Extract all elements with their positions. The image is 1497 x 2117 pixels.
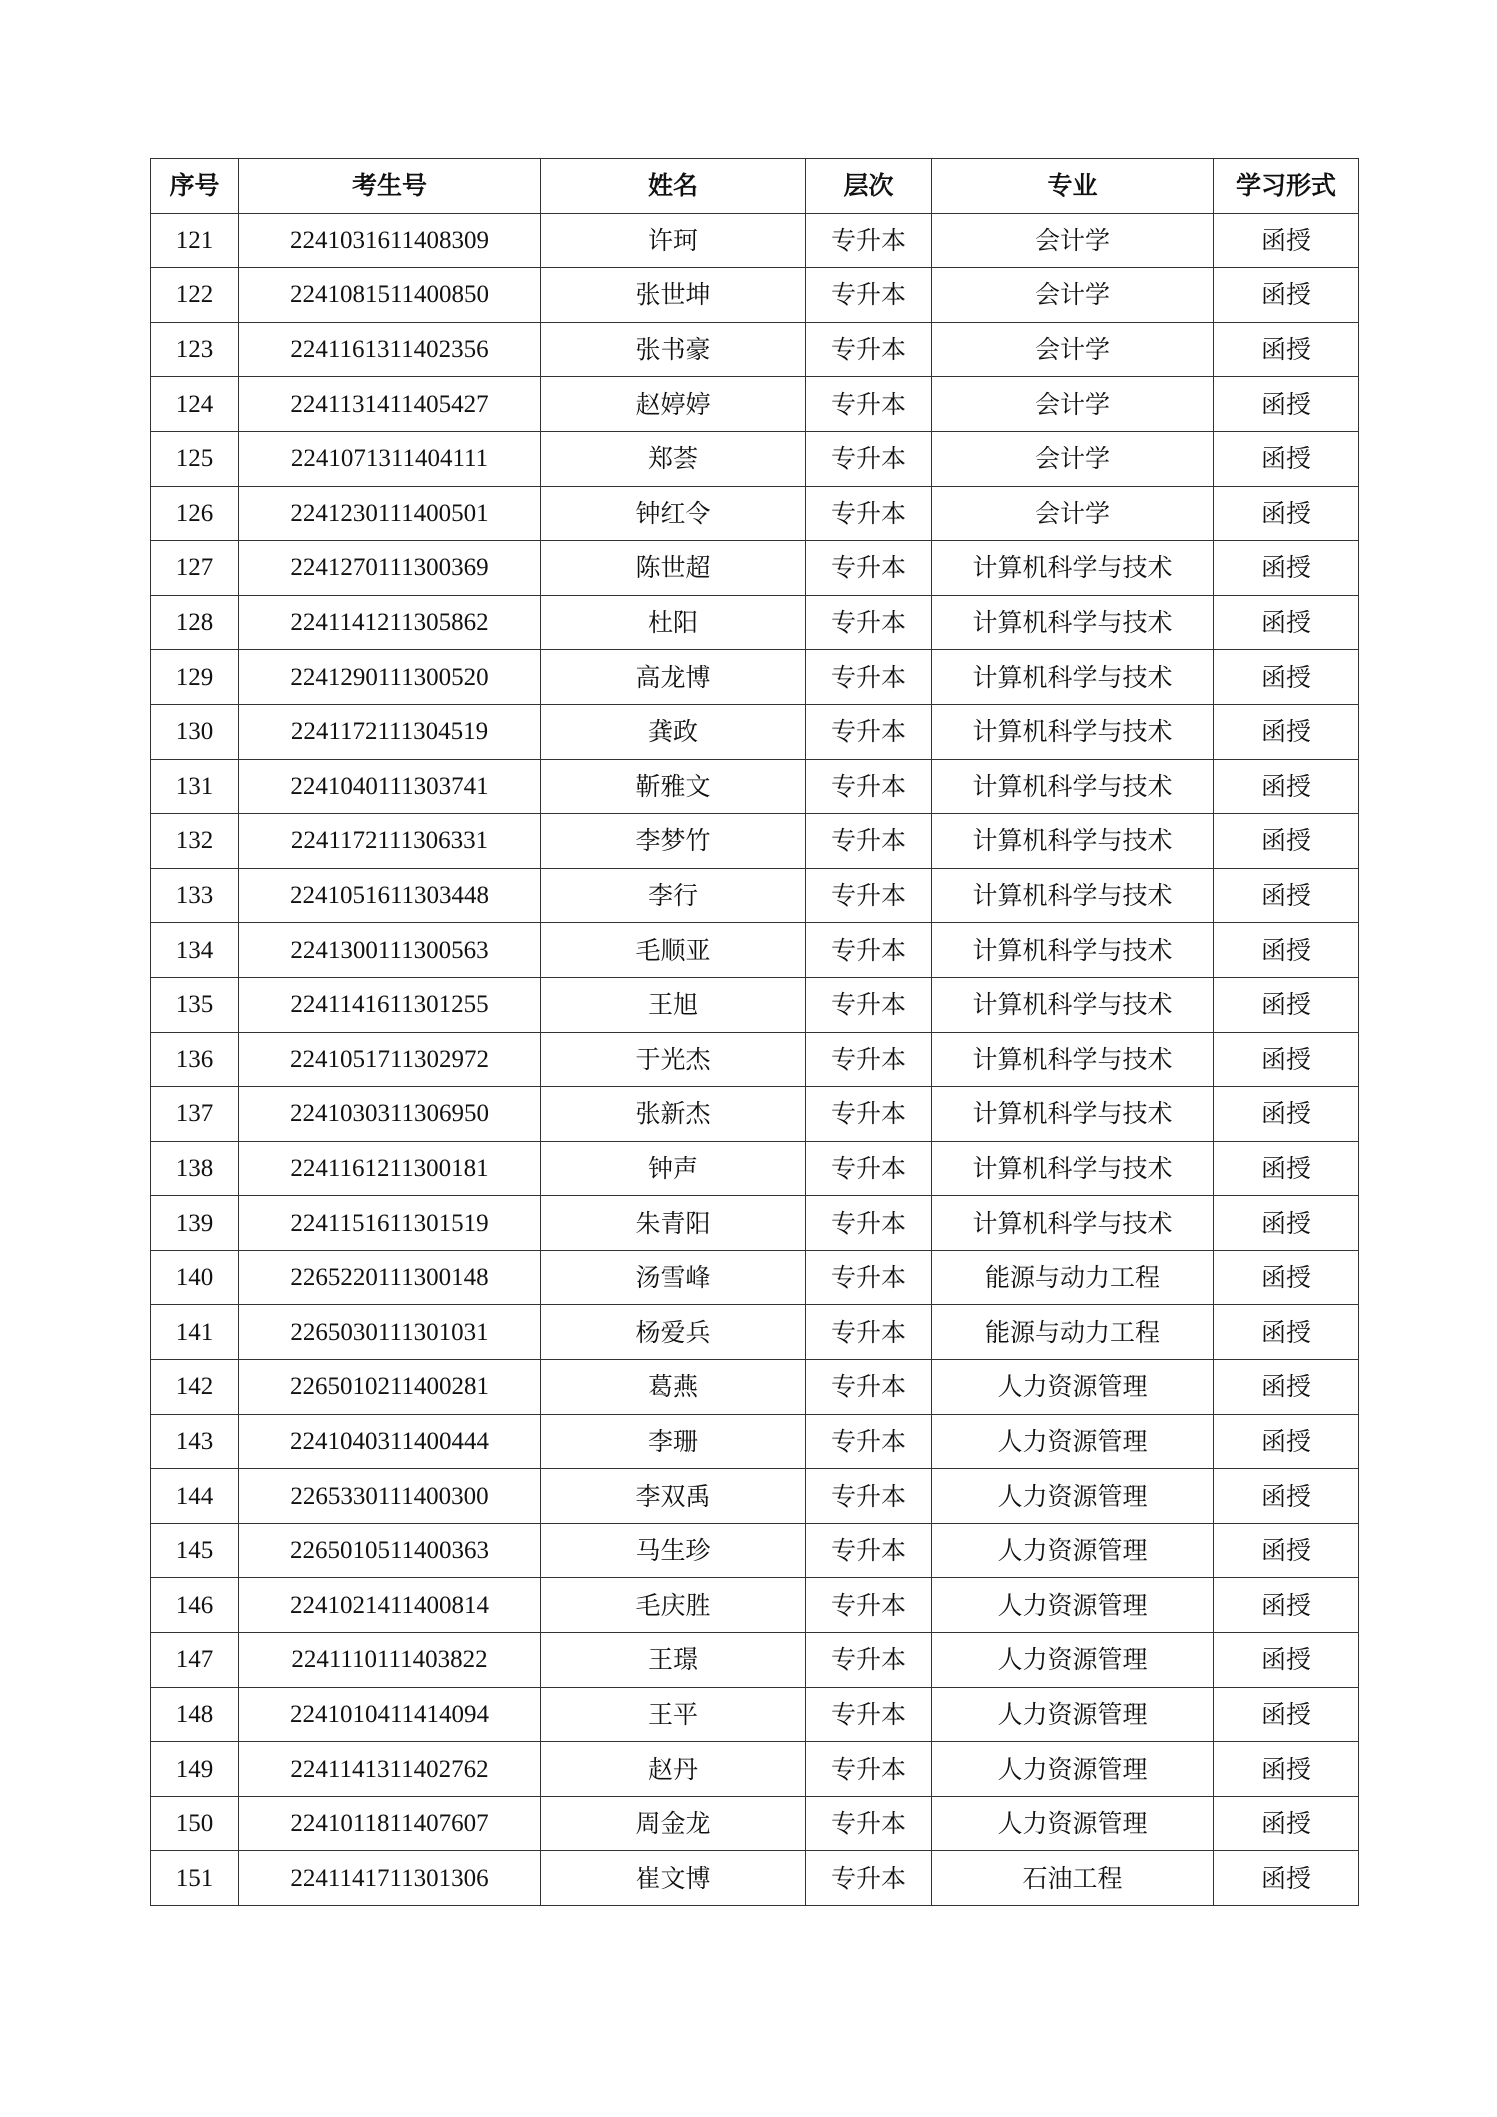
cell-index: 142 <box>151 1360 239 1415</box>
cell-study-mode: 函授 <box>1214 923 1359 978</box>
cell-study-mode: 函授 <box>1214 1851 1359 1906</box>
header-row <box>151 159 1359 214</box>
cell-exam-number: 2241151611301519 <box>239 1196 541 1251</box>
table-row <box>151 1141 1359 1196</box>
cell-study-mode: 函授 <box>1214 213 1359 268</box>
cell-level: 专升本 <box>806 213 932 268</box>
cell-major: 计算机科学与技术 <box>932 541 1214 596</box>
cell-exam-number: 2265010511400363 <box>239 1523 541 1578</box>
cell-study-mode: 函授 <box>1214 868 1359 923</box>
cell-name: 张新杰 <box>541 1087 806 1142</box>
document-page <box>150 158 1358 1906</box>
cell-index: 131 <box>151 759 239 814</box>
cell-major: 人力资源管理 <box>932 1469 1214 1524</box>
cell-name: 毛顺亚 <box>541 923 806 978</box>
cell-index: 137 <box>151 1087 239 1142</box>
cell-exam-number: 2241270111300369 <box>239 541 541 596</box>
table-row <box>151 1032 1359 1087</box>
cell-exam-number: 2241081511400850 <box>239 268 541 323</box>
cell-major: 能源与动力工程 <box>932 1305 1214 1360</box>
table-row <box>151 1196 1359 1251</box>
cell-level: 专升本 <box>806 923 932 978</box>
table-row <box>151 377 1359 432</box>
cell-name: 周金龙 <box>541 1796 806 1851</box>
cell-major: 计算机科学与技术 <box>932 1141 1214 1196</box>
cell-level: 专升本 <box>806 1578 932 1633</box>
table-row <box>151 1414 1359 1469</box>
cell-index: 150 <box>151 1796 239 1851</box>
cell-study-mode: 函授 <box>1214 1414 1359 1469</box>
table-row <box>151 1851 1359 1906</box>
cell-level: 专升本 <box>806 1032 932 1087</box>
table-body <box>151 213 1359 1905</box>
cell-index: 139 <box>151 1196 239 1251</box>
cell-study-mode: 函授 <box>1214 1796 1359 1851</box>
cell-study-mode: 函授 <box>1214 595 1359 650</box>
cell-major: 人力资源管理 <box>932 1523 1214 1578</box>
cell-level: 专升本 <box>806 1360 932 1415</box>
cell-exam-number: 2241011811407607 <box>239 1796 541 1851</box>
cell-level: 专升本 <box>806 541 932 596</box>
cell-study-mode: 函授 <box>1214 431 1359 486</box>
cell-name: 葛燕 <box>541 1360 806 1415</box>
table-header <box>151 159 1359 214</box>
cell-exam-number: 2241040311400444 <box>239 1414 541 1469</box>
cell-index: 128 <box>151 595 239 650</box>
cell-name: 许珂 <box>541 213 806 268</box>
table-row <box>151 814 1359 869</box>
cell-exam-number: 2241141311402762 <box>239 1742 541 1797</box>
cell-study-mode: 函授 <box>1214 1523 1359 1578</box>
cell-name: 王旭 <box>541 977 806 1032</box>
cell-level: 专升本 <box>806 1796 932 1851</box>
cell-name: 赵丹 <box>541 1742 806 1797</box>
table-row <box>151 868 1359 923</box>
cell-major: 计算机科学与技术 <box>932 923 1214 978</box>
cell-study-mode: 函授 <box>1214 1305 1359 1360</box>
cell-exam-number: 2265010211400281 <box>239 1360 541 1415</box>
cell-level: 专升本 <box>806 595 932 650</box>
cell-index: 145 <box>151 1523 239 1578</box>
cell-name: 杜阳 <box>541 595 806 650</box>
cell-level: 专升本 <box>806 759 932 814</box>
cell-name: 张书豪 <box>541 322 806 377</box>
cell-major: 计算机科学与技术 <box>932 1032 1214 1087</box>
cell-index: 130 <box>151 704 239 759</box>
cell-study-mode: 函授 <box>1214 377 1359 432</box>
header-index: 序号 <box>151 159 239 214</box>
cell-study-mode: 函授 <box>1214 1633 1359 1688</box>
table-row <box>151 1578 1359 1633</box>
cell-study-mode: 函授 <box>1214 814 1359 869</box>
cell-exam-number: 2241110111403822 <box>239 1633 541 1688</box>
table-row <box>151 977 1359 1032</box>
header-exam-number: 考生号 <box>239 159 541 214</box>
cell-index: 132 <box>151 814 239 869</box>
cell-index: 143 <box>151 1414 239 1469</box>
cell-index: 123 <box>151 322 239 377</box>
table-row <box>151 541 1359 596</box>
cell-exam-number: 2265220111300148 <box>239 1250 541 1305</box>
cell-name: 王璟 <box>541 1633 806 1688</box>
cell-exam-number: 2241010411414094 <box>239 1687 541 1742</box>
cell-major: 人力资源管理 <box>932 1742 1214 1797</box>
cell-level: 专升本 <box>806 1250 932 1305</box>
table-row <box>151 1633 1359 1688</box>
cell-exam-number: 2241230111400501 <box>239 486 541 541</box>
cell-index: 135 <box>151 977 239 1032</box>
cell-name: 龚政 <box>541 704 806 759</box>
table-row <box>151 759 1359 814</box>
table-row <box>151 1742 1359 1797</box>
cell-exam-number: 2241031611408309 <box>239 213 541 268</box>
cell-index: 127 <box>151 541 239 596</box>
cell-major: 计算机科学与技术 <box>932 650 1214 705</box>
cell-major: 计算机科学与技术 <box>932 1087 1214 1142</box>
table-row <box>151 1523 1359 1578</box>
cell-study-mode: 函授 <box>1214 1469 1359 1524</box>
cell-name: 陈世超 <box>541 541 806 596</box>
table-row <box>151 322 1359 377</box>
cell-index: 125 <box>151 431 239 486</box>
cell-major: 会计学 <box>932 377 1214 432</box>
cell-major: 会计学 <box>932 322 1214 377</box>
cell-major: 石油工程 <box>932 1851 1214 1906</box>
cell-exam-number: 2241071311404111 <box>239 431 541 486</box>
cell-major: 计算机科学与技术 <box>932 977 1214 1032</box>
cell-level: 专升本 <box>806 650 932 705</box>
table-row <box>151 1087 1359 1142</box>
cell-study-mode: 函授 <box>1214 704 1359 759</box>
cell-study-mode: 函授 <box>1214 268 1359 323</box>
cell-index: 124 <box>151 377 239 432</box>
cell-index: 146 <box>151 1578 239 1633</box>
header-study-mode: 学习形式 <box>1214 159 1359 214</box>
cell-major: 会计学 <box>932 268 1214 323</box>
cell-level: 专升本 <box>806 1196 932 1251</box>
cell-index: 141 <box>151 1305 239 1360</box>
cell-level: 专升本 <box>806 1851 932 1906</box>
cell-name: 靳雅文 <box>541 759 806 814</box>
table-row <box>151 1687 1359 1742</box>
admission-roster-table <box>150 158 1359 1906</box>
cell-index: 129 <box>151 650 239 705</box>
cell-index: 133 <box>151 868 239 923</box>
cell-name: 于光杰 <box>541 1032 806 1087</box>
cell-exam-number: 2241141211305862 <box>239 595 541 650</box>
cell-level: 专升本 <box>806 1414 932 1469</box>
cell-level: 专升本 <box>806 377 932 432</box>
cell-major: 会计学 <box>932 213 1214 268</box>
cell-exam-number: 2241141611301255 <box>239 977 541 1032</box>
cell-index: 147 <box>151 1633 239 1688</box>
cell-name: 李珊 <box>541 1414 806 1469</box>
cell-name: 李行 <box>541 868 806 923</box>
cell-index: 151 <box>151 1851 239 1906</box>
cell-major: 计算机科学与技术 <box>932 595 1214 650</box>
cell-major: 计算机科学与技术 <box>932 704 1214 759</box>
cell-study-mode: 函授 <box>1214 1250 1359 1305</box>
cell-major: 人力资源管理 <box>932 1360 1214 1415</box>
cell-study-mode: 函授 <box>1214 977 1359 1032</box>
cell-name: 钟红令 <box>541 486 806 541</box>
cell-name: 李梦竹 <box>541 814 806 869</box>
cell-name: 李双禹 <box>541 1469 806 1524</box>
header-major: 专业 <box>932 159 1214 214</box>
table-row <box>151 1360 1359 1415</box>
cell-name: 高龙博 <box>541 650 806 705</box>
header-level: 层次 <box>806 159 932 214</box>
cell-exam-number: 2241172111306331 <box>239 814 541 869</box>
table-row <box>151 595 1359 650</box>
cell-index: 149 <box>151 1742 239 1797</box>
cell-major: 人力资源管理 <box>932 1687 1214 1742</box>
cell-exam-number: 2241021411400814 <box>239 1578 541 1633</box>
cell-major: 计算机科学与技术 <box>932 814 1214 869</box>
cell-level: 专升本 <box>806 814 932 869</box>
table-row <box>151 486 1359 541</box>
cell-level: 专升本 <box>806 486 932 541</box>
cell-major: 人力资源管理 <box>932 1414 1214 1469</box>
cell-name: 王平 <box>541 1687 806 1742</box>
cell-index: 140 <box>151 1250 239 1305</box>
cell-index: 122 <box>151 268 239 323</box>
cell-study-mode: 函授 <box>1214 541 1359 596</box>
cell-index: 136 <box>151 1032 239 1087</box>
cell-major: 人力资源管理 <box>932 1578 1214 1633</box>
cell-name: 朱青阳 <box>541 1196 806 1251</box>
cell-name: 张世坤 <box>541 268 806 323</box>
cell-exam-number: 2241141711301306 <box>239 1851 541 1906</box>
cell-study-mode: 函授 <box>1214 650 1359 705</box>
table-row <box>151 704 1359 759</box>
table-row <box>151 1305 1359 1360</box>
cell-exam-number: 2241172111304519 <box>239 704 541 759</box>
cell-level: 专升本 <box>806 1633 932 1688</box>
cell-major: 人力资源管理 <box>932 1796 1214 1851</box>
cell-exam-number: 2241051711302972 <box>239 1032 541 1087</box>
cell-major: 计算机科学与技术 <box>932 759 1214 814</box>
cell-exam-number: 2265030111301031 <box>239 1305 541 1360</box>
cell-level: 专升本 <box>806 431 932 486</box>
cell-study-mode: 函授 <box>1214 486 1359 541</box>
cell-level: 专升本 <box>806 268 932 323</box>
cell-study-mode: 函授 <box>1214 1196 1359 1251</box>
cell-study-mode: 函授 <box>1214 1742 1359 1797</box>
cell-exam-number: 2241131411405427 <box>239 377 541 432</box>
cell-major: 计算机科学与技术 <box>932 1196 1214 1251</box>
cell-exam-number: 2241161311402356 <box>239 322 541 377</box>
cell-major: 计算机科学与技术 <box>932 868 1214 923</box>
cell-study-mode: 函授 <box>1214 1578 1359 1633</box>
cell-study-mode: 函授 <box>1214 1141 1359 1196</box>
cell-level: 专升本 <box>806 1523 932 1578</box>
cell-name: 汤雪峰 <box>541 1250 806 1305</box>
table-row <box>151 650 1359 705</box>
cell-level: 专升本 <box>806 322 932 377</box>
table-row <box>151 1250 1359 1305</box>
cell-major: 会计学 <box>932 431 1214 486</box>
cell-name: 毛庆胜 <box>541 1578 806 1633</box>
cell-level: 专升本 <box>806 1305 932 1360</box>
cell-major: 能源与动力工程 <box>932 1250 1214 1305</box>
table-row <box>151 1469 1359 1524</box>
cell-study-mode: 函授 <box>1214 759 1359 814</box>
cell-level: 专升本 <box>806 704 932 759</box>
table-row <box>151 1796 1359 1851</box>
cell-level: 专升本 <box>806 1687 932 1742</box>
cell-study-mode: 函授 <box>1214 1360 1359 1415</box>
cell-study-mode: 函授 <box>1214 1087 1359 1142</box>
cell-index: 134 <box>151 923 239 978</box>
cell-level: 专升本 <box>806 1469 932 1524</box>
cell-level: 专升本 <box>806 1742 932 1797</box>
cell-exam-number: 2241161211300181 <box>239 1141 541 1196</box>
cell-name: 崔文博 <box>541 1851 806 1906</box>
cell-name: 钟声 <box>541 1141 806 1196</box>
cell-name: 赵婷婷 <box>541 377 806 432</box>
cell-exam-number: 2241030311306950 <box>239 1087 541 1142</box>
cell-name: 郑荟 <box>541 431 806 486</box>
cell-exam-number: 2265330111400300 <box>239 1469 541 1524</box>
cell-level: 专升本 <box>806 1141 932 1196</box>
cell-name: 马生珍 <box>541 1523 806 1578</box>
cell-study-mode: 函授 <box>1214 1687 1359 1742</box>
cell-index: 126 <box>151 486 239 541</box>
cell-level: 专升本 <box>806 977 932 1032</box>
cell-index: 121 <box>151 213 239 268</box>
cell-study-mode: 函授 <box>1214 322 1359 377</box>
cell-index: 138 <box>151 1141 239 1196</box>
table-row <box>151 213 1359 268</box>
table-row <box>151 268 1359 323</box>
cell-exam-number: 2241290111300520 <box>239 650 541 705</box>
cell-major: 人力资源管理 <box>932 1633 1214 1688</box>
cell-study-mode: 函授 <box>1214 1032 1359 1087</box>
cell-name: 杨爱兵 <box>541 1305 806 1360</box>
cell-index: 144 <box>151 1469 239 1524</box>
table-row <box>151 431 1359 486</box>
cell-level: 专升本 <box>806 1087 932 1142</box>
table-row <box>151 923 1359 978</box>
cell-major: 会计学 <box>932 486 1214 541</box>
cell-exam-number: 2241040111303741 <box>239 759 541 814</box>
cell-index: 148 <box>151 1687 239 1742</box>
header-name: 姓名 <box>541 159 806 214</box>
cell-exam-number: 2241300111300563 <box>239 923 541 978</box>
cell-exam-number: 2241051611303448 <box>239 868 541 923</box>
cell-level: 专升本 <box>806 868 932 923</box>
